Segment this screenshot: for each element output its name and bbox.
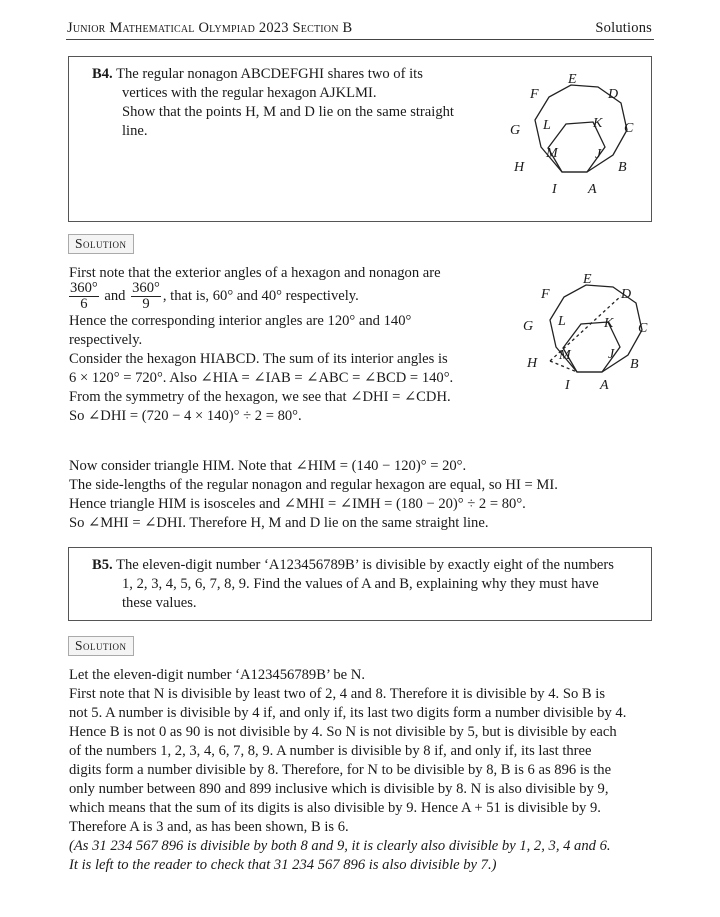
- b5-sol-line-6: digits form a number divisible by 8. Therefore, for N to be divisible by 8, B is 6 as 896 is the: [69, 762, 612, 778]
- b4-diagram-problem: [500, 68, 650, 208]
- b5-line-1: B5. The eleven-digit number ‘A123456789B’ is divisible by exactly eight of the numbers: [92, 557, 614, 573]
- vertex-c-2: C: [638, 321, 648, 336]
- vertex-e: E: [568, 72, 577, 87]
- b4-solution-label: Solution: [68, 234, 134, 254]
- vertex-j: J: [595, 147, 602, 162]
- b5-line-3: these values.: [122, 595, 197, 611]
- header-rule: [66, 39, 654, 40]
- b5-sol-line-5: of the numbers 1, 2, 3, 4, 6, 7, 8, 9. A number is divisible by 8 if, and only if, its last three: [69, 743, 592, 759]
- b4-solution-continued: [69, 457, 659, 533]
- vertex-h: H: [514, 160, 525, 175]
- vertex-l: L: [543, 118, 551, 133]
- vertex-f-2: F: [541, 287, 550, 302]
- b4-sol-line-7: From the symmetry of the hexagon, we see that ∠DHI = ∠CDH.: [69, 389, 451, 405]
- vertex-d-2: D: [621, 287, 632, 302]
- vertex-f: F: [530, 87, 539, 102]
- b4-sol-line-1: First note that the exterior angles of a hexagon and nonagon are: [69, 265, 441, 281]
- b5-solution-label: Solution: [68, 636, 134, 656]
- b5-sol-line-3: not 5. A number is divisible by 4 if, and only if, its last two digits form a number divisible by 4.: [69, 705, 627, 721]
- fraction-360-6: $\frac{360^\circ}{6}$: [70, 280, 98, 312]
- b4-label: B4.: [92, 66, 113, 82]
- b4-sol-line-8: So ∠DHI = (720 − 4 × 140)° ÷ 2 = 80°.: [69, 408, 302, 424]
- b4-line-2: vertices with the regular hexagon AJKLMI.: [122, 85, 377, 101]
- vertex-m: M: [546, 146, 558, 161]
- b5-sol-line-9: Therefore A is 3 and, as has been shown, B is 6.: [69, 819, 349, 835]
- vertex-i-2: I: [565, 378, 570, 393]
- b5-sol-line-1: Let the eleven-digit number ‘A123456789B’ be N.: [69, 667, 365, 683]
- vertex-l-2: L: [558, 314, 566, 329]
- b4-problem-text: [92, 65, 492, 141]
- b4-sol-line-6: 6 × 120° = 720°. Also ∠HIA = ∠IAB = ∠ABC = ∠BCD = 140°.: [69, 370, 454, 386]
- fraction-360-9: $\frac{360^\circ}{9}$: [132, 280, 160, 312]
- vertex-j-2: J: [608, 347, 615, 362]
- vertex-k: K: [593, 116, 603, 131]
- b4-sol-line-5: Consider the hexagon HIABCD. The sum of its interior angles is: [69, 351, 448, 367]
- b4-line-1: B4. The regular nonagon ABCDEFGHI shares two of its: [92, 66, 423, 82]
- b5-solution-text: [69, 666, 659, 875]
- vertex-b-2: B: [630, 357, 639, 372]
- b5-sol-line-8: which means that the sum of its digits is also divisible by 9. Hence A + 51 is divisible by 9.: [69, 800, 601, 816]
- b5-line-2: 1, 2, 3, 4, 5, 6, 7, 8, 9. Find the values of A and B, explaining why they must have: [122, 576, 599, 592]
- vertex-m-2: M: [559, 348, 571, 363]
- header-title: Junior Mathematical Olympiad 2023 Section B: [67, 20, 353, 36]
- b4-sol2-line-1: Now consider triangle HIM. Note that ∠HIM = (140 − 120)° = 20°.: [69, 458, 467, 474]
- b4-line-3: Show that the points H, M and D lie on the same straight: [122, 104, 454, 120]
- vertex-c: C: [624, 121, 634, 136]
- b5-sol-line-4: Hence B is not 0 as 90 is not divisible by 4. So N is not divisible by 5, but is divisible by each: [69, 724, 617, 740]
- vertex-g: G: [510, 123, 521, 138]
- b5-sol-italic-2: It is left to the reader to check that 31 234 567 896 is also divisible by 7.): [69, 857, 497, 873]
- vertex-b: B: [618, 160, 627, 175]
- b5-problem-text: [92, 556, 647, 613]
- b4-sol2-line-4: So ∠MHI = ∠DHI. Therefore H, M and D lie on the same straight line.: [69, 515, 489, 531]
- vertex-g-2: G: [523, 319, 534, 334]
- b5-sol-line-7: only number between 890 and 899 inclusive which is divisible by 8. N is also divisible by 9,: [69, 781, 609, 797]
- vertex-i: I: [552, 182, 557, 197]
- b5-label: B5.: [92, 557, 113, 573]
- vertex-e-2: E: [583, 272, 592, 287]
- b4-sol2-line-2: The side-lengths of the regular nonagon and regular hexagon are equal, so HI = MI.: [69, 477, 558, 493]
- b4-sol2-line-3: Hence triangle HIM is isosceles and ∠MHI = ∠IMH = (180 − 20)° ÷ 2 = 80°.: [69, 496, 526, 512]
- b4-sol-fraction-line: $\frac{360^\circ}{6}$ and $\frac{360^\circ}{9}$ , that is, 60° and 40° respectively.: [70, 280, 359, 312]
- b4-diagram-solution: [515, 268, 665, 408]
- vertex-a: A: [588, 182, 597, 197]
- vertex-a-2: A: [600, 378, 609, 393]
- b5-sol-line-2: First note that N is divisible by least two of 2, 4 and 8. Therefore it is divisible by 4. So B is: [69, 686, 606, 702]
- b5-sol-italic-1: (As 31 234 567 896 is divisible by both 8 and 9, it is clearly also divisible by 1, 2, 3, 4 and 6.: [69, 838, 611, 854]
- b4-sol-line-3: Hence the corresponding interior angles are 120° and 140°: [69, 313, 412, 329]
- vertex-k-2: K: [604, 316, 614, 331]
- b4-line-4: line.: [122, 123, 148, 139]
- b4-solution-text: [69, 264, 509, 426]
- header-section: Solutions: [595, 20, 652, 36]
- vertex-h-2: H: [527, 356, 538, 371]
- vertex-d: D: [608, 87, 619, 102]
- b4-sol-line-4: respectively.: [69, 332, 143, 348]
